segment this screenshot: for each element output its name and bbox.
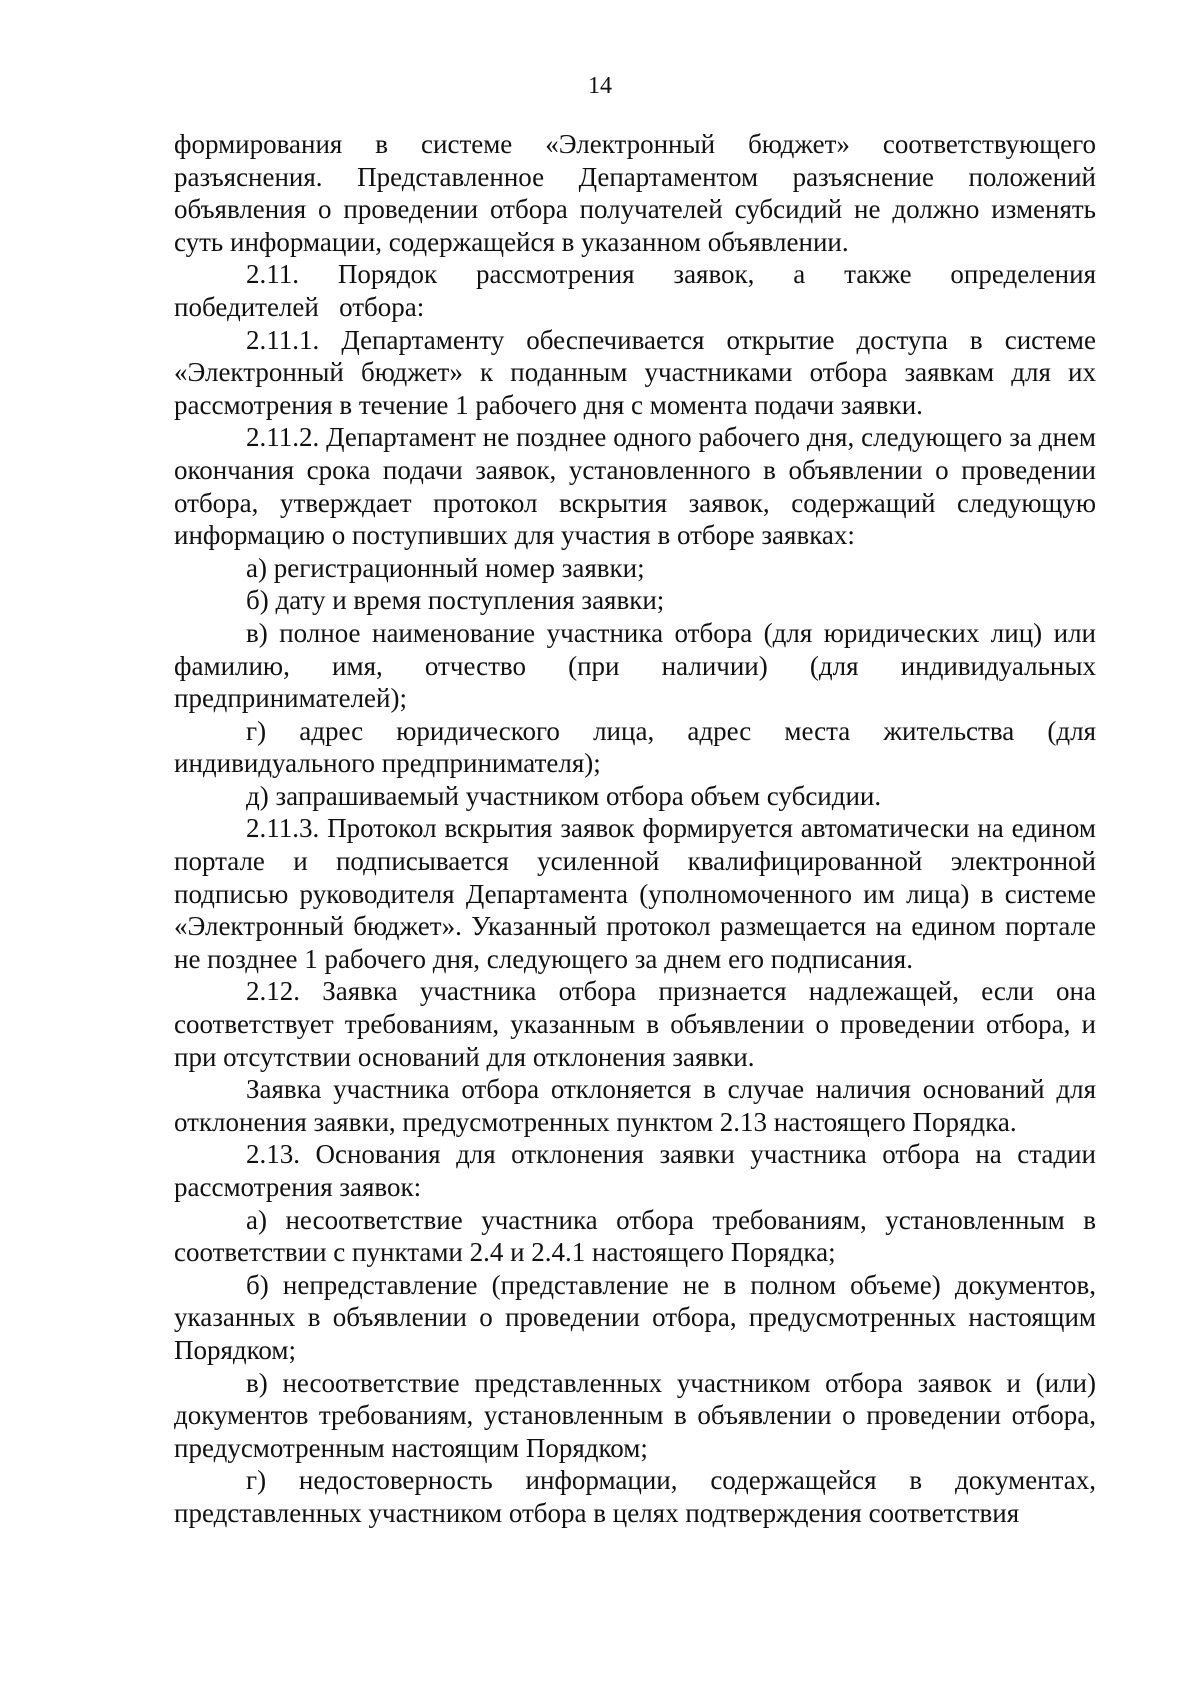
page-number: 14 <box>588 73 612 99</box>
list-item-b: б) дату и время поступления заявки; <box>246 585 665 616</box>
reason-item-a: а) несоответствие участника отбора требованиям, установленным в соответствии с пунктами 2.4 и 2.4.1 настоящего Порядка; <box>174 1204 1096 1268</box>
paragraph-2-11-2: 2.11.2. Департамент не позднее одного рабочего дня, следующего за днем окончания срока подачи заявок, установленного в объявлении о проведении отбора, утверждает протокол вскрытия заявок, содержащий следующую информацию о поступивших для участия в отборе заявках: <box>174 422 1096 551</box>
paragraph-2-11-3: 2.11.3. Протокол вскрытия заявок формируется автоматически на едином портале и подписывается усиленной квалифицированной электронной подписью руководителя Департамента (уполномоченного им лица) в системе «Электронный бюджет». Указанный протокол размещается на едином портале не позднее 1 рабочего дня, следующего за днем его подписания. <box>174 813 1096 974</box>
paragraph-2-13: 2.13. Основания для отклонения заявки участника отбора на стадии рассмотрения заявок: <box>174 1139 1096 1202</box>
document-body <box>174 128 1096 1530</box>
reason-item-g: г) недостоверность информации, содержащейся в документах, представленных участником отбора в целях подтверждения соответствия <box>174 1465 1096 1528</box>
paragraph-2-12: 2.12. Заявка участника отбора признается надлежащей, если она соответствует требованиям, указанным в объявлении о проведении отбора, и при отсутствии оснований для отклонения заявки. <box>174 976 1096 1072</box>
reason-item-b: б) непредставление (представление не в полном объеме) документов, указанных в объявлении о проведении отбора, предусмотренных настоящим Порядком; <box>174 1269 1096 1365</box>
list-item-d: д) запрашиваемый участником отбора объем субсидии. <box>246 780 882 811</box>
reason-item-v: в) несоответствие представленных участником отбора заявок и (или) документов требованиям, установленным в объявлении о проведении отбора, предусмотренным настоящим Порядком; <box>174 1367 1096 1463</box>
paragraph-continuation: формирования в системе «Электронный бюджет» соответствующего разъяснения. Представленное Департаментом разъяснение положений объявления о проведении отбора получателей субсидий не должно изменять суть информации, содержащейся в указанном объявлении. <box>174 129 1096 257</box>
list-item-v: в) полное наименование участника отбора (для юридических лиц) или фамилию, имя, отчество (при наличии) (для индивидуальных предпринимателей); <box>174 617 1096 714</box>
paragraph-2-11: 2.11. Порядок рассмотрения заявок, а также определения победителей отбора: <box>174 259 1096 322</box>
list-item-a: а) регистрационный номер заявки; <box>246 552 645 583</box>
paragraph-2-11-1: 2.11.1. Департаменту обеспечивается открытие доступа в системе «Электронный бюджет» к поданным участниками отбора заявкам для их рассмотрения в течение 1 рабочего дня с момента подачи заявки. <box>174 324 1096 420</box>
list-item-g: г) адрес юридического лица, адрес места жительства (для индивидуального предпринимателя); <box>174 715 1096 779</box>
paragraph-rejection: Заявка участника отбора отклоняется в случае наличия оснований для отклонения заявки, предусмотренных пунктом 2.13 настоящего Порядка. <box>174 1074 1096 1137</box>
